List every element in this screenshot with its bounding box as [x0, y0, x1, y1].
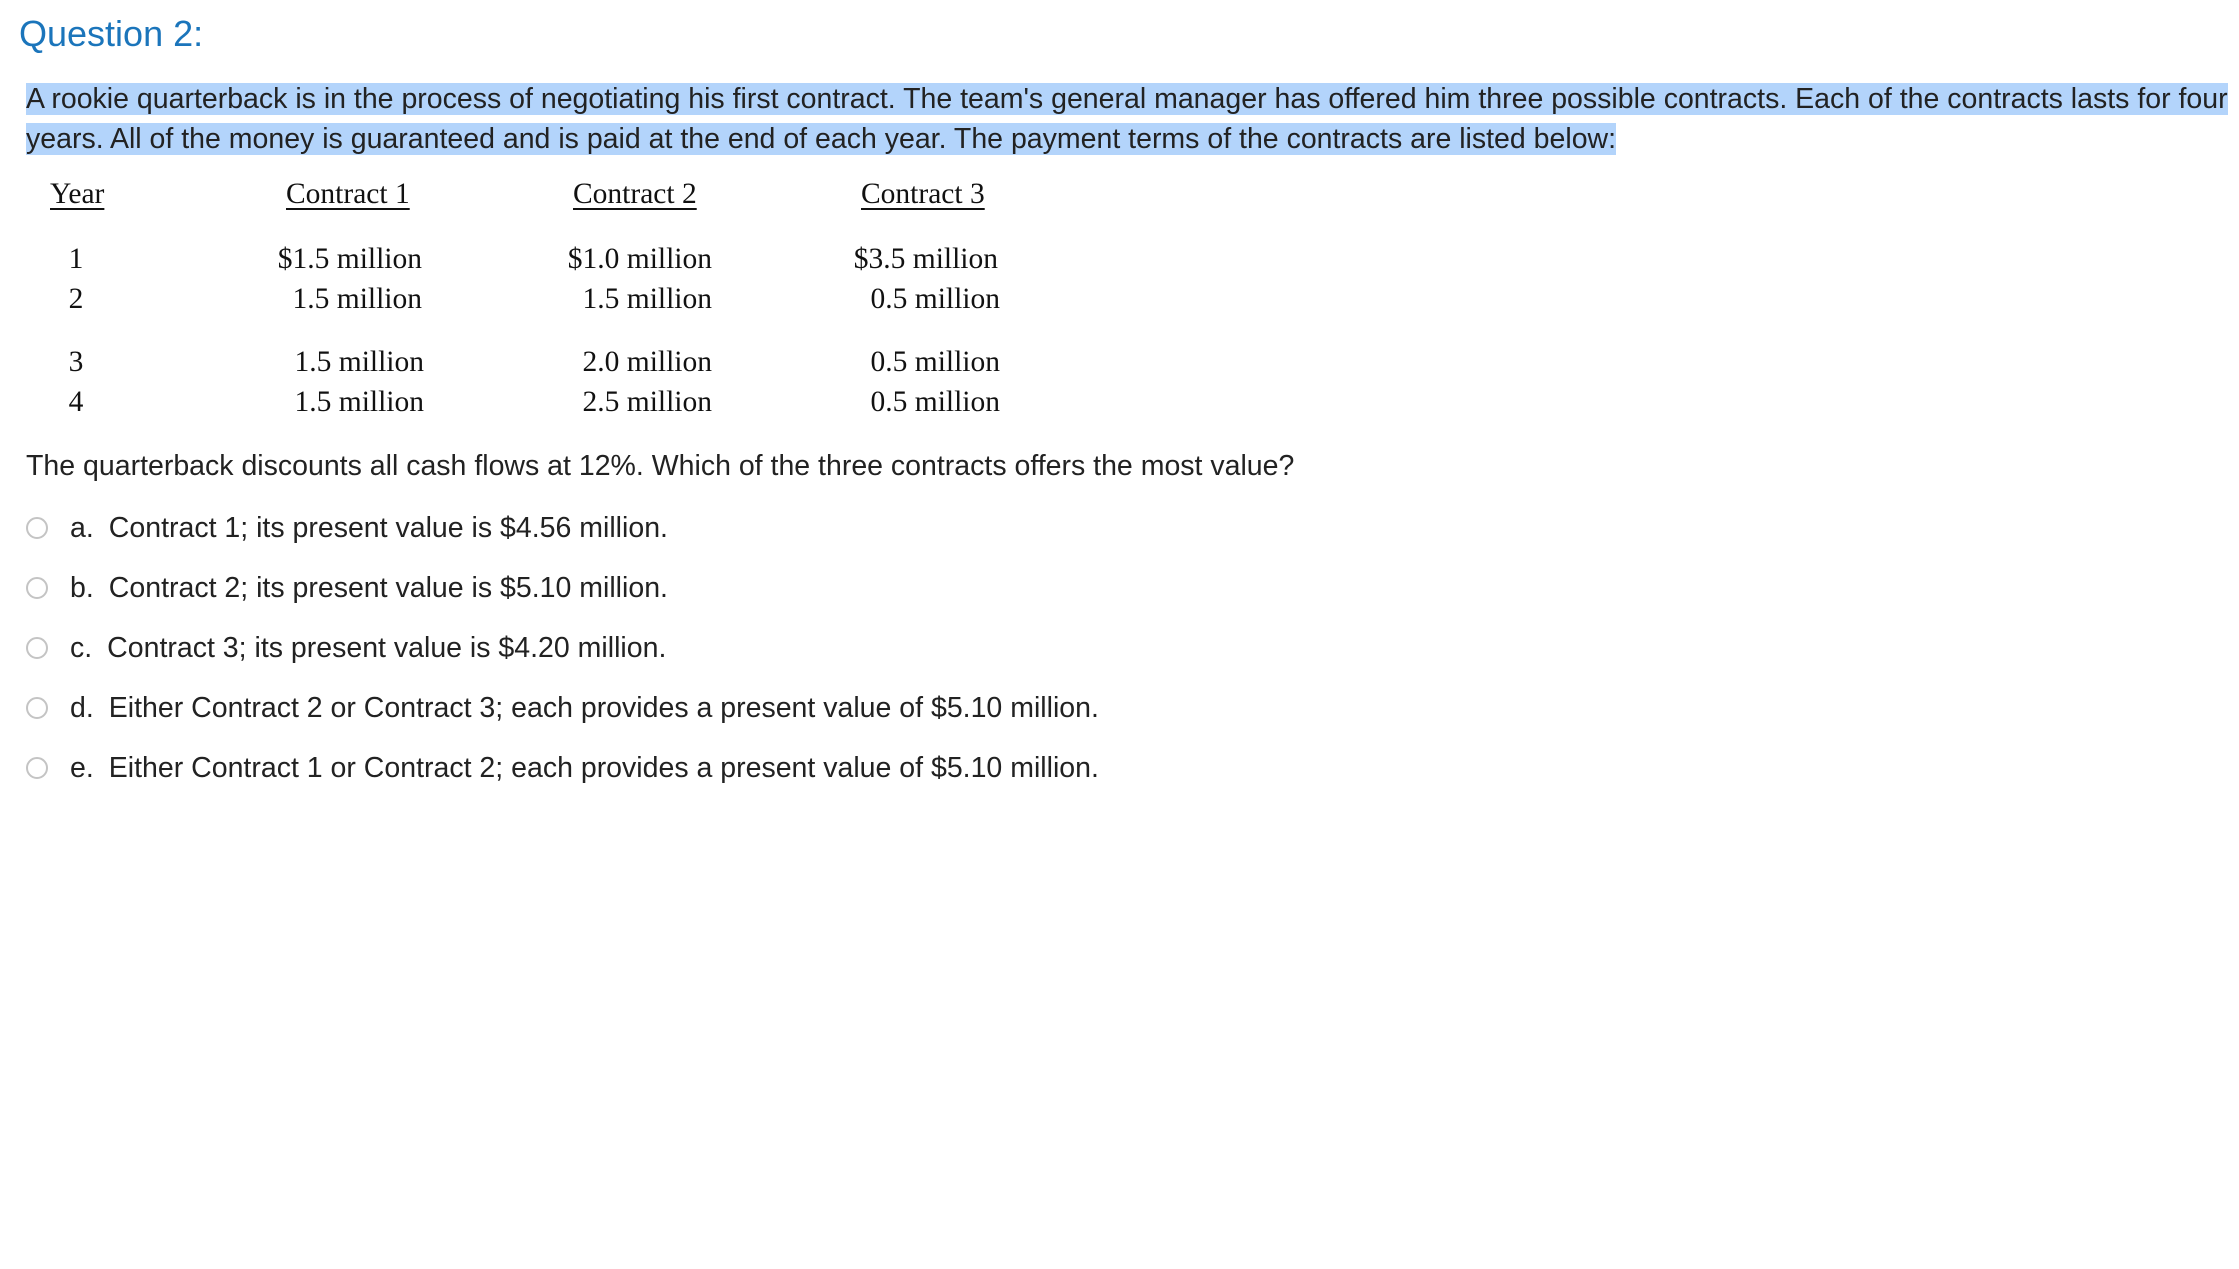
option-text: Either Contract 1 or Contract 2; each provides a present value of $5.10 million. [108, 752, 1099, 784]
selected-question-text: A rookie quarterback is in the process of negotiating his first contract. The team's general manager has offered him three possible contracts. Each of the contracts lasts for four years. All of the money is guaranteed and is paid at the end of each year. The payment terms of the contracts are listed below: [26, 83, 2228, 155]
table-cell-year: 4 [68, 386, 84, 418]
answer-option-d[interactable] [26, 688, 1099, 728]
table-cell-contract-2: 1.5 million [582, 283, 712, 315]
table-header-year: Year [50, 178, 105, 210]
radio-button-icon[interactable] [26, 637, 48, 659]
table-cell-contract-3: 0.5 million [870, 283, 1000, 315]
table-header-contract-2: Contract 2 [573, 178, 697, 210]
table-cell-contract-1: 1.5 million [292, 283, 422, 315]
answer-option-a[interactable] [26, 508, 668, 548]
answer-option-e[interactable] [26, 748, 1099, 788]
table-cell-contract-3: 0.5 million [870, 386, 1000, 418]
option-letter: a. [70, 512, 94, 544]
radio-button-icon[interactable] [26, 757, 48, 779]
option-text: Either Contract 2 or Contract 3; each provides a present value of $5.10 million. [108, 692, 1099, 724]
answer-option-b[interactable] [26, 568, 668, 608]
answer-option-c[interactable] [26, 628, 666, 668]
radio-button-icon[interactable] [26, 697, 48, 719]
option-letter: e. [70, 752, 94, 784]
table-cell-contract-3: 0.5 million [870, 346, 1000, 378]
option-text: Contract 3; its present value is $4.20 million. [107, 632, 667, 664]
option-text: Contract 1; its present value is $4.56 million. [108, 512, 668, 544]
table-cell-contract-2: $1.0 million [567, 243, 712, 275]
radio-button-icon[interactable] [26, 577, 48, 599]
table-cell-contract-1: 1.5 million [294, 386, 424, 418]
question-title: Question 2: [19, 13, 204, 54]
option-text: Contract 2; its present value is $5.10 million. [108, 572, 668, 604]
option-letter: b. [70, 572, 94, 604]
table-cell-contract-2: 2.0 million [582, 346, 712, 378]
question-prompt: The quarterback discounts all cash flows at 12%. Which of the three contracts offers the most value? [26, 450, 1295, 482]
option-letter: d. [70, 692, 94, 724]
table-header-contract-3: Contract 3 [861, 178, 985, 210]
contract-table [0, 0, 1100, 430]
table-header-contract-1: Contract 1 [286, 178, 410, 210]
option-letter: c. [70, 632, 93, 664]
table-cell-contract-1: 1.5 million [294, 346, 424, 378]
table-cell-year: 1 [68, 243, 84, 275]
radio-button-icon[interactable] [26, 517, 48, 539]
table-cell-contract-3: $3.5 million [853, 243, 998, 275]
table-cell-year: 2 [68, 283, 84, 315]
table-cell-contract-1: $1.5 million [277, 243, 422, 275]
table-cell-year: 3 [68, 346, 84, 378]
table-cell-contract-2: 2.5 million [582, 386, 712, 418]
